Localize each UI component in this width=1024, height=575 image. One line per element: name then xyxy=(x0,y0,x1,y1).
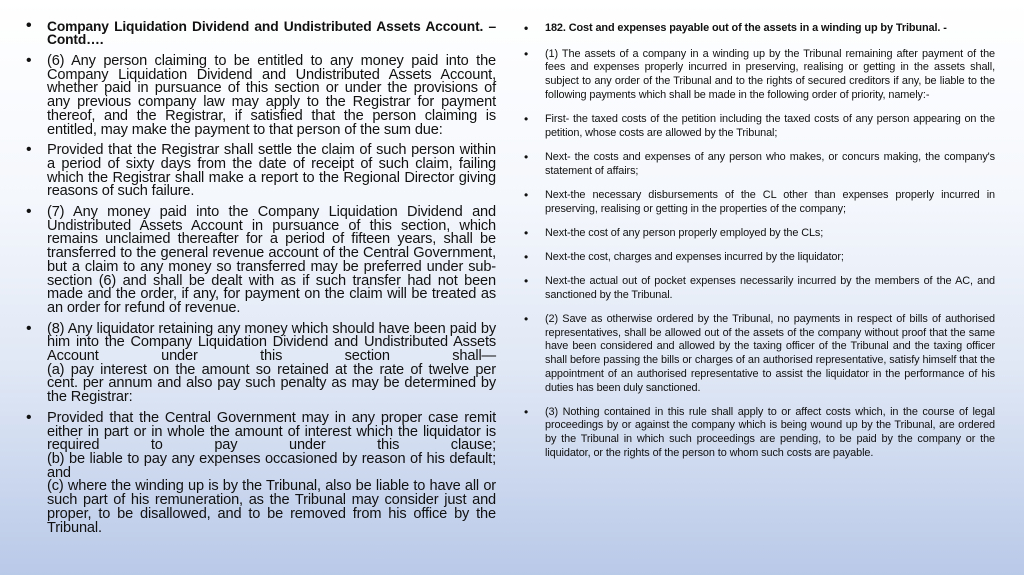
clause-c: (c) where the winding up is by the Tribunal, also be liable to have all or such part of his remuneration, as the Tribunal may consider just and proper, to be disallowed, and to be removed from his office by the Tribunal. xyxy=(47,478,496,536)
sub-section-8-clause-a: (a) pay interest on the amount so retained at the rate of twelve per cent. per annum and also pay such penalty as may be determined by the Registrar: xyxy=(47,361,496,406)
left-bullet-list xyxy=(26,20,496,535)
section-title-left: • Company Liquidation Dividend and Undistributed Assets Account. – Contd…. xyxy=(26,20,496,46)
proviso-sub-section-6: • Provided that the Registrar shall settle the claim of such person within a period of sixty days from the date of receipt of such claim, failing which the Registrar shall make a report to the Regional Director giving reasons of such failure. xyxy=(26,144,496,199)
rule-item: • Next-the cost, charges and expenses incurred by the liquidator; xyxy=(524,251,995,265)
left-column xyxy=(26,20,496,542)
rule-item: • First- the taxed costs of the petition including the taxed costs of any person appearing on the petition, whose costs are allowed by the Tribunal; xyxy=(524,113,995,140)
rule-item: • (3) Nothing contained in this rule shall apply to or affect costs which, in the course of legal proceedings by or against the company which is being wound up by the Tribunal, are ordered by the Tribunal in which such proceedings are pending, to be paid by the company or the liquidator, or the rights of the person to whom such costs are payable. xyxy=(524,406,995,461)
sub-section-8-intro: • (8) Any liquidator retaining any money which should have been paid by him into the Company Liquidation Dividend and Undistributed Assets Account under this section shall— xyxy=(47,320,496,365)
rule-item: • Next-the necessary disbursements of the CL other than expenses properly incurred in preserving, realising or getting in the properties of the company; xyxy=(524,189,995,216)
rule-item: • Next- the costs and expenses of any person who makes, or concurs making, the company's statement of affairs; xyxy=(524,151,995,178)
right-column xyxy=(524,22,995,471)
proviso-sub-section-8 xyxy=(26,409,496,536)
rule-item: • (2) Save as otherwise ordered by the Tribunal, no payments in respect of bills of authorised representatives, shall be allowed out of the assets of the company without proof that the same have been considered and allowed by the taxing officer of the Tribunal and the taxing officer shall before passing the bills or charges of an authorised representative, satisfy himself that the appointment of an authorised representative to assist the liquidator in the performance of his duties has been duly sanctioned. xyxy=(524,313,995,395)
clause-b: (b) be liable to pay any expenses occasioned by reason of his default; and xyxy=(47,450,496,481)
sub-section-7: • (7) Any money paid into the Company Liquidation Dividend and Undistributed Assets Account in pursuance of this section, which remains unclaimed thereafter for a period of fifteen years, shall be transferred to the general revenue account of the Central Government, but a claim to any money so transferred may be preferred under sub-section (6) and shall be dealt with as if such transfer had not been made and the order, if any, for payment on the claim will be treated as an order for refund of revenue. xyxy=(26,206,496,316)
sub-section-8 xyxy=(26,320,496,406)
rule-item: • Next-the cost of any person properly employed by the CLs; xyxy=(524,227,995,241)
right-bullet-list xyxy=(524,22,995,461)
proviso-8-intro: • Provided that the Central Government may in any proper case remit either in part or in whole the amount of interest which the liquidator is required to pay under this clause; xyxy=(47,409,496,454)
section-title-right: • 182. Cost and expenses payable out of the assets in a winding up by Tribunal. - xyxy=(524,22,995,36)
rule-item: • Next-the actual out of pocket expenses necessarily incurred by the members of the AC, and sanctioned by the Tribunal. xyxy=(524,275,995,302)
sub-section-6: • (6) Any person claiming to be entitled to any money paid into the Company Liquidation Dividend and Undistributed Assets Account, whether paid in pursuance of this section or under the provisions of any previous company law may apply to the Registrar for payment thereof, and the Registrar, if satisfied that the person claiming is entitled, may make the payment to that person of the sum due: xyxy=(26,55,496,137)
rule-item: • (1) The assets of a company in a winding up by the Tribunal remaining after payment of the fees and expenses properly incurred in preserving, realising or getting in the assets shall, subject to any order of the Tribunal and to the rights of secured creditors if any, be liable to the following payments which shall be made in the following order of priority, namely:- xyxy=(524,48,995,103)
